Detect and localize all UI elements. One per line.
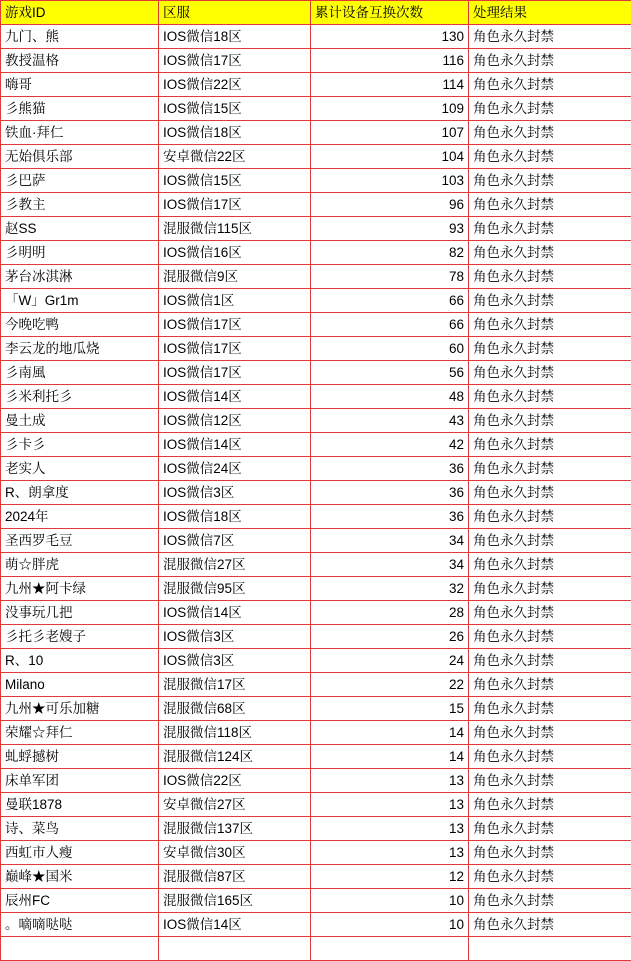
cell-game-id: 九州★阿卡绿 [1,577,159,601]
cell-server: IOS微信3区 [159,481,311,505]
cell-result: 角色永久封禁 [469,745,631,769]
cell-count: 34 [311,529,469,553]
cell-game-id: 圣西罗毛豆 [1,529,159,553]
cell-result: 角色永久封禁 [469,289,631,313]
cell-count: 82 [311,241,469,265]
cell-count: 13 [311,769,469,793]
cell-result: 角色永久封禁 [469,385,631,409]
cell-server: IOS微信14区 [159,433,311,457]
table-row [1,241,631,265]
cell-result: 角色永久封禁 [469,481,631,505]
cell-server: IOS微信17区 [159,361,311,385]
table-row [1,649,631,673]
cell-result: 角色永久封禁 [469,49,631,73]
cell-result: 角色永久封禁 [469,529,631,553]
cell-game-id: 嗨哥 [1,73,159,97]
table-row [1,745,631,769]
table-row [1,481,631,505]
table-row [1,889,631,913]
column-header-count: 累计设备互换次数 [311,1,469,25]
cell-result: 角色永久封禁 [469,217,631,241]
cell-server: IOS微信22区 [159,769,311,793]
cell-game-id: 「W」Gr1m [1,289,159,313]
cell-server: 安卓微信30区 [159,841,311,865]
cell-result: 角色永久封禁 [469,25,631,49]
table-row [1,841,631,865]
table-row [1,409,631,433]
cell-empty [469,937,631,961]
cell-game-id: 彡明明 [1,241,159,265]
cell-game-id: 彡巴萨 [1,169,159,193]
table-row [1,673,631,697]
table-row [1,601,631,625]
cell-result: 角色永久封禁 [469,625,631,649]
cell-server: IOS微信7区 [159,529,311,553]
cell-count: 42 [311,433,469,457]
cell-empty [1,937,159,961]
cell-game-id: 曼联1878 [1,793,159,817]
cell-result: 角色永久封禁 [469,457,631,481]
cell-game-id: 诗、菜鸟 [1,817,159,841]
cell-result: 角色永久封禁 [469,769,631,793]
cell-result: 角色永久封禁 [469,889,631,913]
table-row [1,337,631,361]
cell-result: 角色永久封禁 [469,553,631,577]
table-row [1,193,631,217]
cell-count: 15 [311,697,469,721]
table-row [1,97,631,121]
cell-count: 78 [311,265,469,289]
cell-count: 103 [311,169,469,193]
cell-game-id: 李云龙的地瓜烧 [1,337,159,361]
cell-server: 混服微信118区 [159,721,311,745]
cell-count: 34 [311,553,469,577]
cell-result: 角色永久封禁 [469,265,631,289]
table-row [1,505,631,529]
table-row [1,145,631,169]
cell-count: 114 [311,73,469,97]
cell-game-id: 教授温格 [1,49,159,73]
cell-game-id: 。嘀嘀哒哒 [1,913,159,937]
cell-game-id: 彡熊猫 [1,97,159,121]
cell-game-id: 九门、熊 [1,25,159,49]
cell-count: 14 [311,745,469,769]
cell-result: 角色永久封禁 [469,121,631,145]
table-row [1,265,631,289]
column-header-game-id: 游戏ID [1,1,159,25]
cell-count: 13 [311,793,469,817]
cell-result: 角色永久封禁 [469,697,631,721]
cell-result: 角色永久封禁 [469,721,631,745]
cell-game-id: 荣耀☆拜仁 [1,721,159,745]
table-row [1,313,631,337]
cell-result: 角色永久封禁 [469,313,631,337]
cell-result: 角色永久封禁 [469,73,631,97]
cell-server: 混服微信87区 [159,865,311,889]
column-header-result: 处理结果 [469,1,631,25]
cell-server: IOS微信17区 [159,337,311,361]
table-row [1,25,631,49]
cell-server: IOS微信14区 [159,601,311,625]
cell-result: 角色永久封禁 [469,169,631,193]
cell-server: IOS微信14区 [159,913,311,937]
cell-game-id: 茅台冰淇淋 [1,265,159,289]
cell-server: IOS微信15区 [159,97,311,121]
cell-count: 32 [311,577,469,601]
cell-result: 角色永久封禁 [469,913,631,937]
cell-result: 角色永久封禁 [469,97,631,121]
cell-result: 角色永久封禁 [469,241,631,265]
cell-game-id: 巅峰★国米 [1,865,159,889]
cell-server: 混服微信27区 [159,553,311,577]
cell-game-id: 彡米利托彡 [1,385,159,409]
cell-count: 56 [311,361,469,385]
cell-game-id: R、朗拿度 [1,481,159,505]
cell-server: IOS微信16区 [159,241,311,265]
cell-game-id: 西虹市人瘦 [1,841,159,865]
cell-result: 角色永久封禁 [469,601,631,625]
cell-count: 12 [311,865,469,889]
table-row [1,865,631,889]
cell-game-id: 没事玩几把 [1,601,159,625]
table-row [1,433,631,457]
cell-server: IOS微信1区 [159,289,311,313]
table-row [1,793,631,817]
cell-server: 混服微信95区 [159,577,311,601]
cell-game-id: 彡教主 [1,193,159,217]
cell-server: 混服微信115区 [159,217,311,241]
cell-result: 角色永久封禁 [469,193,631,217]
table-row [1,817,631,841]
cell-game-id: 曼土成 [1,409,159,433]
cell-count: 60 [311,337,469,361]
cell-server: 混服微信9区 [159,265,311,289]
cell-result: 角色永久封禁 [469,145,631,169]
table-row [1,49,631,73]
cell-count: 22 [311,673,469,697]
cell-count: 48 [311,385,469,409]
cell-game-id: 彡卡彡 [1,433,159,457]
cell-game-id: 彡托彡老嫂子 [1,625,159,649]
cell-result: 角色永久封禁 [469,409,631,433]
cell-game-id: 九州★可乐加糖 [1,697,159,721]
cell-count: 116 [311,49,469,73]
cell-server: 混服微信124区 [159,745,311,769]
cell-count: 66 [311,313,469,337]
table-row [1,169,631,193]
cell-server: 安卓微信27区 [159,793,311,817]
cell-count: 109 [311,97,469,121]
cell-game-id: 2024年 [1,505,159,529]
cell-count: 14 [311,721,469,745]
cell-game-id: 虬蜉撼树 [1,745,159,769]
table-row [1,289,631,313]
cell-server: IOS微信17区 [159,313,311,337]
table-row [1,721,631,745]
cell-result: 角色永久封禁 [469,865,631,889]
cell-result: 角色永久封禁 [469,433,631,457]
cell-count: 10 [311,913,469,937]
table-row [1,73,631,97]
cell-server: 混服微信68区 [159,697,311,721]
cell-result: 角色永久封禁 [469,577,631,601]
cell-count: 96 [311,193,469,217]
cell-server: IOS微信17区 [159,49,311,73]
cell-server: IOS微信18区 [159,121,311,145]
table-row [1,385,631,409]
cell-game-id: 彡南風 [1,361,159,385]
cell-server: 混服微信17区 [159,673,311,697]
cell-count: 107 [311,121,469,145]
cell-game-id: 今晚吃鸭 [1,313,159,337]
table-header [1,1,631,25]
cell-count: 36 [311,481,469,505]
table-row [1,577,631,601]
table-row [1,217,631,241]
cell-count: 66 [311,289,469,313]
cell-game-id: 床单军团 [1,769,159,793]
table-body [1,25,631,961]
cell-count: 36 [311,505,469,529]
table-row [1,457,631,481]
cell-count: 104 [311,145,469,169]
cell-server: 混服微信165区 [159,889,311,913]
cell-count: 10 [311,889,469,913]
cell-result: 角色永久封禁 [469,793,631,817]
cell-game-id: 无始俱乐部 [1,145,159,169]
table-row [1,361,631,385]
cell-result: 角色永久封禁 [469,361,631,385]
cell-server: 混服微信137区 [159,817,311,841]
cell-server: IOS微信3区 [159,649,311,673]
cell-game-id: 辰州FC [1,889,159,913]
cell-server: IOS微信22区 [159,73,311,97]
cell-server: IOS微信12区 [159,409,311,433]
table-row [1,553,631,577]
cell-count: 13 [311,841,469,865]
cell-result: 角色永久封禁 [469,841,631,865]
cell-server: 安卓微信22区 [159,145,311,169]
cell-server: IOS微信24区 [159,457,311,481]
cell-empty [159,937,311,961]
cell-server: IOS微信18区 [159,25,311,49]
cell-result: 角色永久封禁 [469,817,631,841]
cell-server: IOS微信17区 [159,193,311,217]
cell-count: 28 [311,601,469,625]
cell-result: 角色永久封禁 [469,649,631,673]
cell-game-id: 萌☆胖虎 [1,553,159,577]
cell-server: IOS微信14区 [159,385,311,409]
table-row [1,697,631,721]
table-row [1,913,631,937]
cell-server: IOS微信15区 [159,169,311,193]
cell-empty [311,937,469,961]
table-row [1,121,631,145]
cell-count: 43 [311,409,469,433]
cell-count: 26 [311,625,469,649]
cell-game-id: Milano [1,673,159,697]
cell-count: 93 [311,217,469,241]
cell-count: 36 [311,457,469,481]
table-row [1,529,631,553]
cell-result: 角色永久封禁 [469,337,631,361]
cell-count: 130 [311,25,469,49]
table-row [1,625,631,649]
cell-count: 24 [311,649,469,673]
table-row-empty [1,937,631,961]
cell-result: 角色永久封禁 [469,505,631,529]
cell-server: IOS微信3区 [159,625,311,649]
cell-game-id: 老实人 [1,457,159,481]
column-header-server: 区服 [159,1,311,25]
cell-server: IOS微信18区 [159,505,311,529]
table-row [1,769,631,793]
table-header-row [1,1,631,25]
cell-game-id: 赵SS [1,217,159,241]
cell-result: 角色永久封禁 [469,673,631,697]
cell-game-id: R、10 [1,649,159,673]
cell-count: 13 [311,817,469,841]
cell-game-id: 铁血·拜仁 [1,121,159,145]
